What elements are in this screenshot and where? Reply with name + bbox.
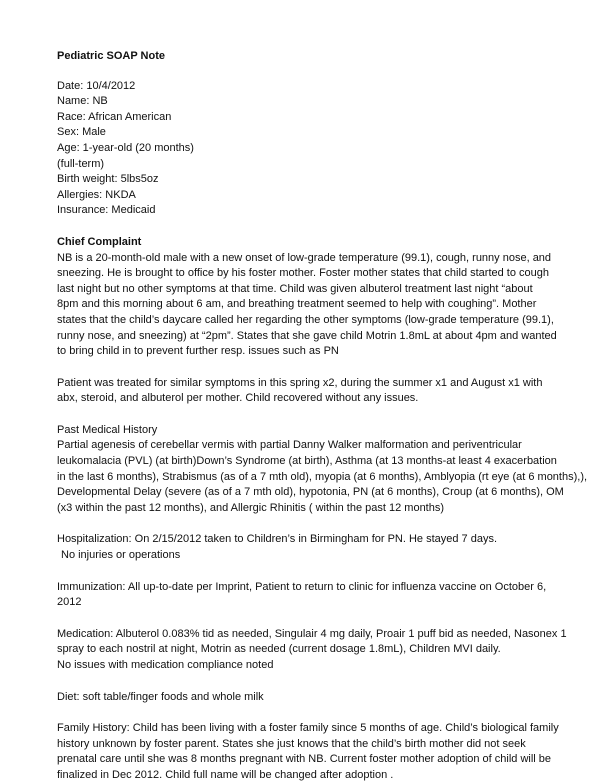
hospitalization-line: Hospitalization: On 2/15/2012 taken to Children’s in Birmingham for PN. He stayed 7 days. bbox=[57, 533, 498, 546]
family-history-line: finalized in Dec 2012. Child full name will be changed after adoption . bbox=[57, 768, 394, 781]
past-medical-history-section bbox=[57, 423, 588, 517]
past-medical-history-line: in the last 6 months), Strabismus (as of a 7 mth old), myopia (at 6 months), Amblyopia (rt eye (at 6 months),), bbox=[57, 470, 588, 483]
demographics-line: Name: NB bbox=[57, 95, 108, 108]
family-history-line: history unknown by foster parent. States she just knows that the child’s birth mother did not seek bbox=[57, 737, 526, 750]
demographics-line: Date: 10/4/2012 bbox=[57, 79, 136, 92]
prior-treatment-line: abx, steroid, and albuterol per mother. Child recovered without any issues. bbox=[57, 392, 419, 405]
demographics-line: Race: African American bbox=[57, 110, 172, 123]
demographics-line: Allergies: NKDA bbox=[57, 188, 136, 201]
demographics-line: Insurance: Medicaid bbox=[57, 204, 156, 217]
family-history-line: Family History: Child has been living with a foster family since 5 months of age. Child’s biological family bbox=[57, 722, 559, 735]
past-medical-history-line: Developmental Delay (severe (as of a 7 mth old), hypotonia, PN (at 6 months), Croup (at 6 months), OM bbox=[57, 486, 564, 499]
family-history-section bbox=[57, 721, 572, 783]
immunization-line: Immunization: All up-to-date per Imprint, Patient to return to clinic for influenza vaccine on October 6, bbox=[57, 580, 547, 593]
medication-line: Medication: Albuterol 0.083% tid as needed, Singulair 4 mg daily, Proair 1 puff bid as needed, Nasonex 1 bbox=[57, 627, 567, 640]
demographics-line: Birth weight: 5lbs5oz bbox=[57, 173, 159, 186]
soap-note-content bbox=[57, 49, 588, 784]
chief-complaint-line: to bring child in to prevent further resp. issues such as PN bbox=[57, 345, 339, 358]
medication-line: spray to each nostril at night, Motrin as needed (current dosage 1.8mL), Children MVI daily. bbox=[57, 643, 501, 656]
chief-complaint-line: 8pm and this morning about 6 am, and breathing treatment seemed to help with coughing”. Mother bbox=[57, 298, 537, 311]
past-medical-history-line: leukomalacia (PVL) (at birth)Down’s Syndrome (at birth), Asthma (at 13 months-at least 4 exacerbation bbox=[57, 455, 557, 468]
immunization-section bbox=[57, 580, 572, 611]
demographics-section bbox=[57, 79, 572, 219]
chief-complaint-line: NB is a 20-month-old male with a new onset of low-grade temperature (99.1), cough, runny nose, and bbox=[57, 251, 552, 264]
past-medical-history-line: (x3 within the past 12 months), and Allergic Rhinitis ( within the past 12 months) bbox=[57, 501, 445, 514]
medication-section bbox=[57, 627, 572, 674]
medication-line: No issues with medication compliance noted bbox=[57, 659, 274, 671]
chief-complaint-line: last night but no other symptoms at that time. Child was given albuterol treatment last night “about bbox=[57, 282, 533, 295]
chief-complaint-section bbox=[57, 235, 572, 360]
hospitalization-section bbox=[57, 532, 572, 563]
immunization-line: 2012 bbox=[57, 596, 82, 609]
prior-treatment-section bbox=[57, 376, 572, 407]
diet-section bbox=[57, 690, 572, 706]
demographics-line: Sex: Male bbox=[57, 126, 106, 139]
document-title: Pediatric SOAP Note bbox=[57, 50, 165, 62]
chief-complaint-heading: Chief Complaint bbox=[57, 235, 142, 248]
hospitalization-line: No injuries or operations bbox=[61, 549, 181, 562]
past-medical-history-line: Partial agenesis of cerebellar vermis with partial Danny Walker malformation and periventricular bbox=[57, 439, 522, 452]
prior-treatment-line: Patient was treated for similar symptoms in this spring x2, during the summer x1 and August x1 with bbox=[57, 376, 543, 389]
diet-line: Diet: soft table/finger foods and whole milk bbox=[57, 690, 264, 703]
chief-complaint-line: sneezing. He is brought to office by his foster mother. Foster mother states that child started to cough bbox=[57, 267, 549, 280]
demographics-line: Age: 1-year-old (20 months) bbox=[57, 141, 194, 154]
chief-complaint-line: runny nose, and sneezing) at “2pm”. States that she gave child Motrin 1.8mL at about 4pm and wanted bbox=[57, 329, 557, 342]
demographics-line: (full-term) bbox=[57, 157, 105, 170]
family-history-line: prenatal care until she was 8 months pregnant with NB. Current foster mother adoption of child will be bbox=[57, 753, 552, 766]
chief-complaint-line: states that the child’s daycare called her regarding the other symptoms (low-grade temperature (99.1), bbox=[57, 313, 554, 326]
past-medical-history-heading: Past Medical History bbox=[57, 423, 158, 436]
